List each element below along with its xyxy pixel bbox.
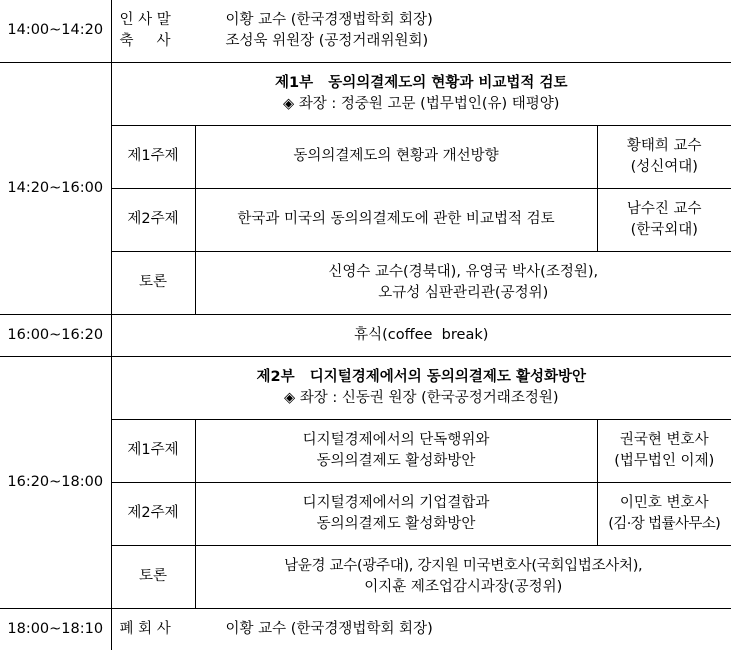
discussant-line: 신영수 교수(경북대), 유영국 박사(조정원), xyxy=(328,263,599,280)
speaker-affiliation: (성신여대) xyxy=(630,158,698,175)
closing-row xyxy=(0,608,731,650)
speaker-affiliation: (법무법인 이제) xyxy=(614,452,715,469)
topic-label: 제2주제 xyxy=(111,188,195,251)
topic-speaker xyxy=(597,188,731,251)
time-cell: 16:20~18:00 xyxy=(0,356,111,608)
time-cell: 16:00~16:20 xyxy=(0,314,111,356)
discussion-label: 토론 xyxy=(111,251,195,314)
session1-header xyxy=(111,62,731,125)
discussion-label: 토론 xyxy=(111,545,195,608)
welcome-line xyxy=(120,10,728,31)
discussant-line: 오규성 심판관리관(공정위) xyxy=(378,284,549,301)
speaker-affiliation: (김·장 법률사무소) xyxy=(608,515,721,532)
congrats-speaker: 조성욱 위원장 (공정거래위원회) xyxy=(225,32,429,49)
closing-line xyxy=(120,619,728,640)
topic-label: 제1주제 xyxy=(111,125,195,188)
welcome-speaker: 이황 교수 (한국경쟁법학회 회장) xyxy=(225,11,433,28)
topic-title-line: 디지털경제에서의 기업결합과 xyxy=(302,494,490,511)
topic-speaker xyxy=(597,419,731,482)
speaker-name: 남수진 교수 xyxy=(626,200,702,217)
closing-label: 폐 회 사 xyxy=(119,620,171,637)
topic-speaker xyxy=(597,482,731,545)
topic-title: 동의의결제도의 현황과 개선방향 xyxy=(195,125,597,188)
topic-title-line: 동의의결제도 활성화방안 xyxy=(316,452,476,469)
speaker-name: 권국현 변호사 xyxy=(619,431,709,448)
opening-content xyxy=(111,0,731,62)
topic-speaker xyxy=(597,125,731,188)
discussant-line: 남윤경 교수(광주대), 강지원 미국변호사(국회입법조사처), xyxy=(284,557,643,574)
topic-label: 제2주제 xyxy=(111,482,195,545)
session-chair: ◈ 좌장 : 정중원 고문 (법무법인(유) 태평양) xyxy=(283,95,560,112)
time-cell: 14:00~14:20 xyxy=(0,0,111,62)
closing-speaker: 이황 교수 (한국경쟁법학회 회장) xyxy=(225,620,433,637)
break-label: 휴식(coffee break) xyxy=(111,314,731,356)
time-cell: 18:00~18:10 xyxy=(0,608,111,650)
topic-label: 제1주제 xyxy=(111,419,195,482)
topic-title-line: 디지털경제에서의 단독행위와 xyxy=(302,431,490,448)
closing-content xyxy=(111,608,731,650)
discussion-panel xyxy=(195,251,731,314)
topic-title xyxy=(195,419,597,482)
welcome-label: 인 사 말 xyxy=(119,11,171,28)
topic-title xyxy=(195,482,597,545)
topic-title-line: 동의의결제도 활성화방안 xyxy=(316,515,476,532)
session-chair: ◈ 좌장 : 신동권 원장 (한국공정거래조정원) xyxy=(283,389,559,406)
topic-title: 한국과 미국의 동의의결제도에 관한 비교법적 검토 xyxy=(195,188,597,251)
discussion-panel xyxy=(195,545,731,608)
break-row xyxy=(0,314,731,356)
speaker-name: 이민호 변호사 xyxy=(619,494,709,511)
session2-header xyxy=(111,356,731,419)
speaker-affiliation: (한국외대) xyxy=(630,221,698,238)
session-title: 제2부 디지털경제에서의 동의의결제도 활성화방안 xyxy=(256,368,586,385)
session1-header-row xyxy=(0,62,731,125)
speaker-name: 황태희 교수 xyxy=(626,137,702,154)
discussant-line: 이지훈 제조업감시과장(공정위) xyxy=(364,578,563,595)
opening-row xyxy=(0,0,731,62)
congrats-line xyxy=(120,31,728,52)
time-cell: 14:20~16:00 xyxy=(0,62,111,314)
congrats-label: 축 사 xyxy=(119,32,171,49)
session2-header-row xyxy=(0,356,731,419)
session-title: 제1부 동의의결제도의 현황과 비교법적 검토 xyxy=(274,74,568,91)
